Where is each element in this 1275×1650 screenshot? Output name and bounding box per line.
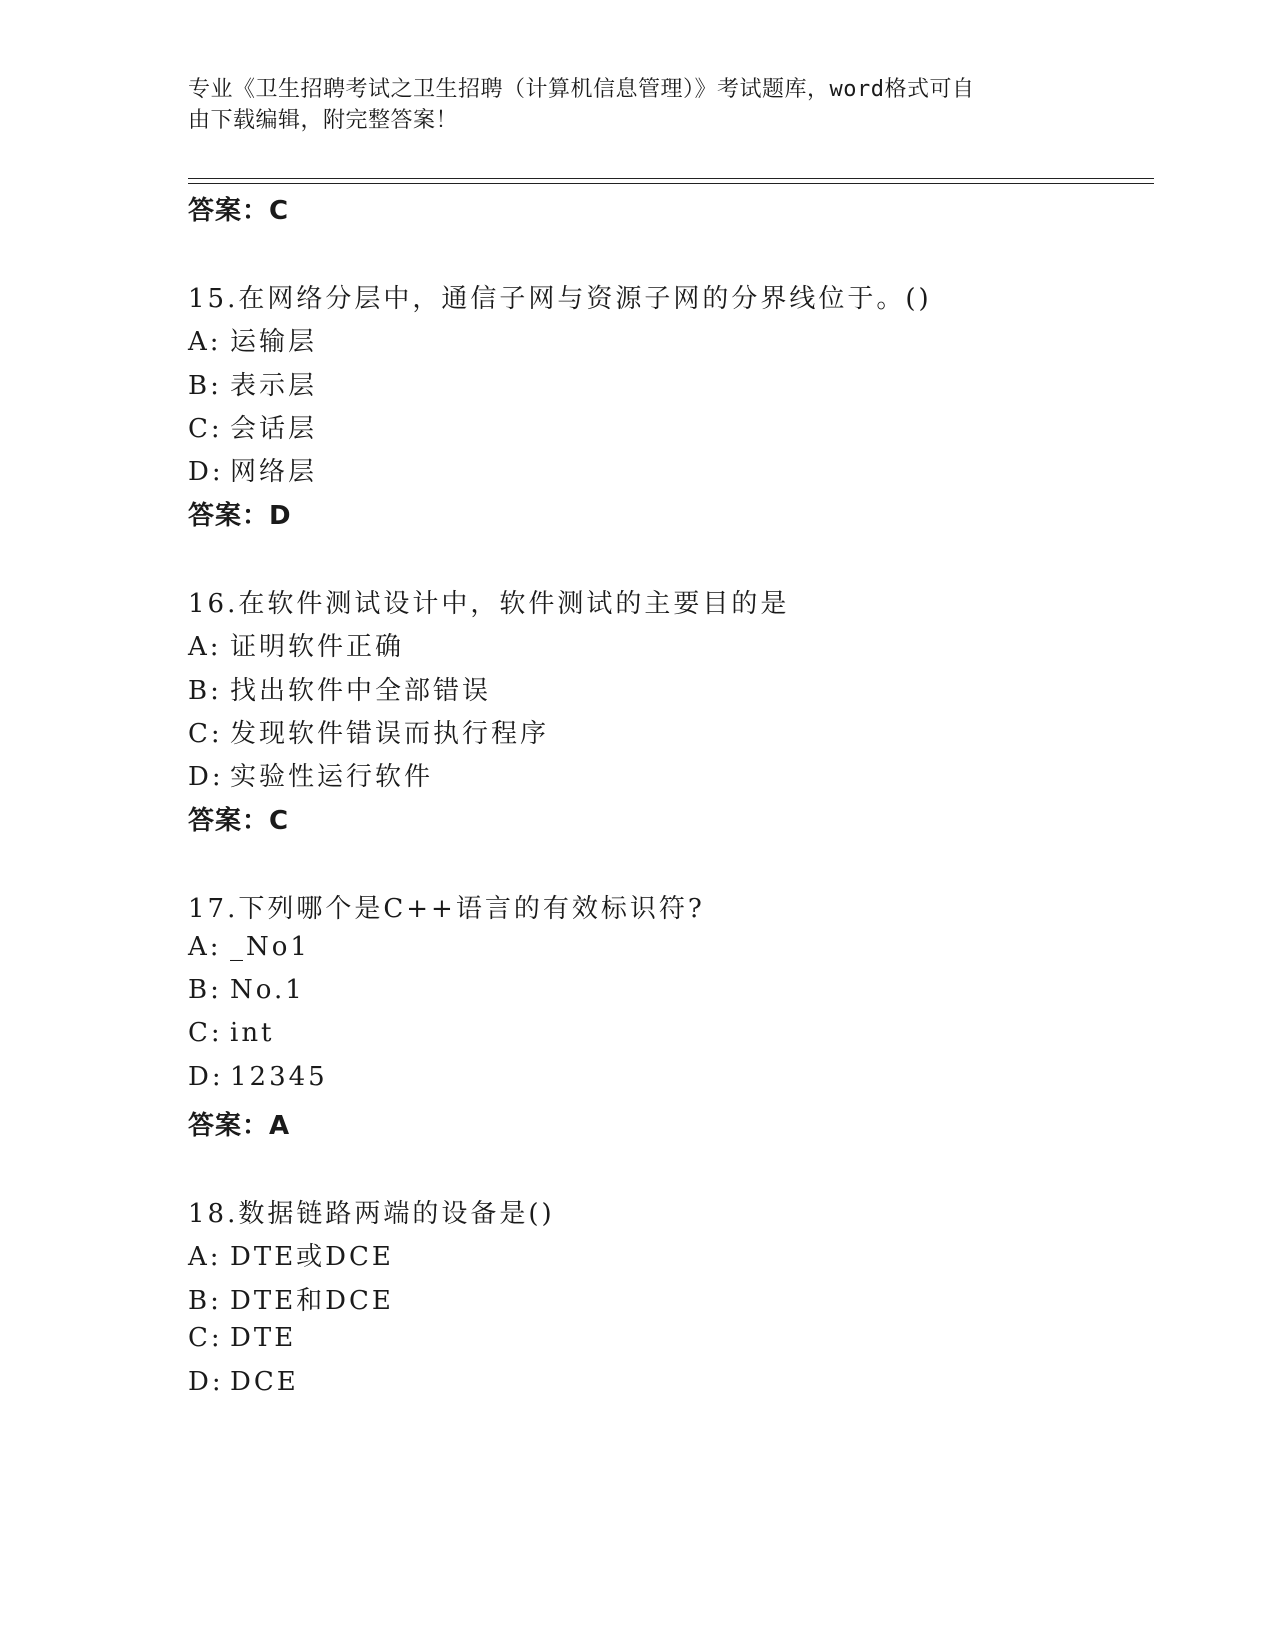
option-key: A: xyxy=(188,1242,222,1272)
question-15-option-a xyxy=(188,321,317,358)
option-text: 会话层 xyxy=(230,414,318,444)
option-text: DTE和DCE xyxy=(230,1286,394,1316)
question-17-title: 17.下列哪个是C++语言的有效标识符? xyxy=(188,894,705,924)
option-key: D: xyxy=(188,1367,224,1397)
question-16-title: 16.在软件测试设计中，软件测试的主要目的是 xyxy=(188,589,790,619)
option-text: 运输层 xyxy=(230,327,318,357)
option-key: B: xyxy=(188,975,222,1005)
option-key: A: xyxy=(188,932,222,962)
question-17-answer: 答案：A xyxy=(188,1111,291,1141)
option-key: D: xyxy=(188,457,224,487)
question-15-option-b xyxy=(188,365,317,402)
option-text: 找出软件中全部错误 xyxy=(230,676,492,706)
option-text: DTE xyxy=(230,1323,297,1353)
option-key: C: xyxy=(188,414,223,444)
option-key: C: xyxy=(188,1323,223,1353)
question-16-option-d xyxy=(188,756,433,793)
question-17-option-a xyxy=(188,932,310,962)
answer-prefix: 答案： xyxy=(188,196,270,226)
previous-answer xyxy=(188,190,289,227)
option-key: B: xyxy=(188,371,222,401)
option-text: int xyxy=(230,1018,275,1048)
question-17-option-c xyxy=(188,1018,275,1048)
header-line-1: 专业《卫生招聘考试之卫生招聘（计算机信息管理）》考试题库，word格式可自 xyxy=(188,77,975,102)
question-15-answer: 答案：D xyxy=(188,501,292,531)
question-18-option-b xyxy=(188,1280,394,1317)
option-key: A: xyxy=(188,632,222,662)
question-15-option-c xyxy=(188,408,317,445)
header-line-2: 由下载编辑，附完整答案！ xyxy=(188,108,459,133)
option-text: DCE xyxy=(230,1367,299,1397)
option-text: No.1 xyxy=(230,975,305,1005)
option-text: 实验性运行软件 xyxy=(230,762,434,792)
option-key: C: xyxy=(188,1018,223,1048)
header-divider-bottom xyxy=(188,183,1154,184)
document-header xyxy=(188,74,1068,136)
option-key: B: xyxy=(188,676,222,706)
option-key: B: xyxy=(188,1286,222,1316)
option-key: D: xyxy=(188,762,224,792)
option-text: _No1 xyxy=(230,932,310,962)
header-divider-top xyxy=(188,178,1154,179)
question-18-option-d xyxy=(188,1367,299,1397)
question-17-option-b xyxy=(188,975,305,1005)
option-key: C: xyxy=(188,719,223,749)
question-16-option-b xyxy=(188,670,491,707)
answer-value: C xyxy=(269,196,290,226)
question-16-answer: 答案：C xyxy=(188,806,290,836)
question-18-option-a xyxy=(188,1236,394,1273)
question-16-option-c xyxy=(188,713,549,750)
option-text: DTE或DCE xyxy=(230,1242,394,1272)
question-18-title: 18.数据链路两端的设备是() xyxy=(188,1199,555,1229)
question-15-option-d xyxy=(188,451,317,488)
question-18-option-c xyxy=(188,1323,296,1353)
question-15-title: 15.在网络分层中，通信子网与资源子网的分界线位于。() xyxy=(188,284,932,314)
question-17-option-d xyxy=(188,1062,328,1092)
option-text: 网络层 xyxy=(230,457,318,487)
option-key: D: xyxy=(188,1062,224,1092)
option-text: 12345 xyxy=(230,1062,328,1092)
option-text: 发现软件错误而执行程序 xyxy=(230,719,550,749)
option-text: 证明软件正确 xyxy=(230,632,405,662)
option-key: A: xyxy=(188,327,222,357)
option-text: 表示层 xyxy=(230,371,318,401)
question-16-option-a xyxy=(188,626,404,663)
